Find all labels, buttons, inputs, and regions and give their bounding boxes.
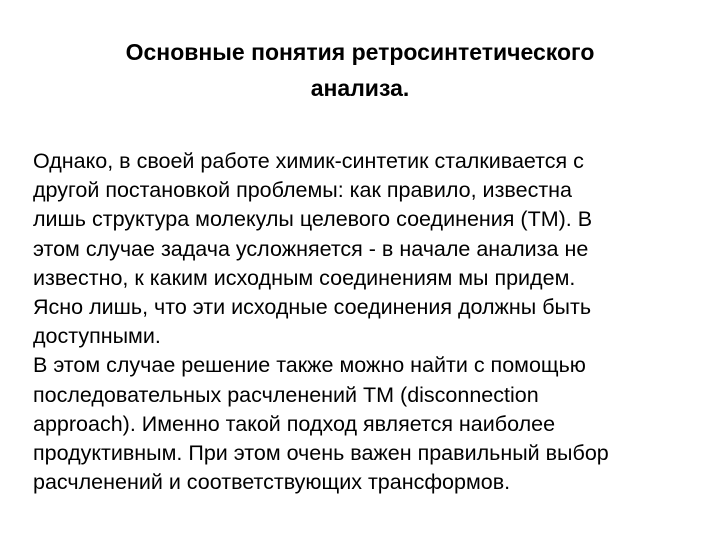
slide-title-line: Основные понятия ретросинтетического: [125, 39, 595, 65]
body-line: другой постановкой проблемы: как правило, известна: [33, 178, 572, 203]
slide-title: [0, 34, 720, 106]
body-line: продуктивным. При этом очень важен правильный выбор: [33, 441, 609, 466]
body-line: В этом случае решение также можно найти с помощью: [33, 353, 586, 378]
body-line: этом случае задача усложняется - в начале анализа не: [33, 236, 589, 261]
slide-body-text: [33, 147, 693, 497]
body-line: Ясно лишь, что эти исходные соединения должны быть: [33, 295, 592, 320]
body-line: approach). Именно такой подход является наиболее: [33, 411, 556, 436]
body-line: последовательных расчленений ТМ (disconnection: [33, 382, 539, 407]
slide-title-line: анализа.: [310, 75, 410, 101]
body-line: лишь структура молекулы целевого соединения (ТМ). В: [33, 207, 593, 232]
body-line: доступными.: [33, 324, 161, 349]
body-line: расчленений и соответствующих трансформов.: [33, 470, 511, 495]
body-line: известно, к каким исходным соединениям мы придем.: [33, 265, 576, 290]
body-line: Однако, в своей работе химик-синтетик сталкивается с: [33, 149, 584, 173]
